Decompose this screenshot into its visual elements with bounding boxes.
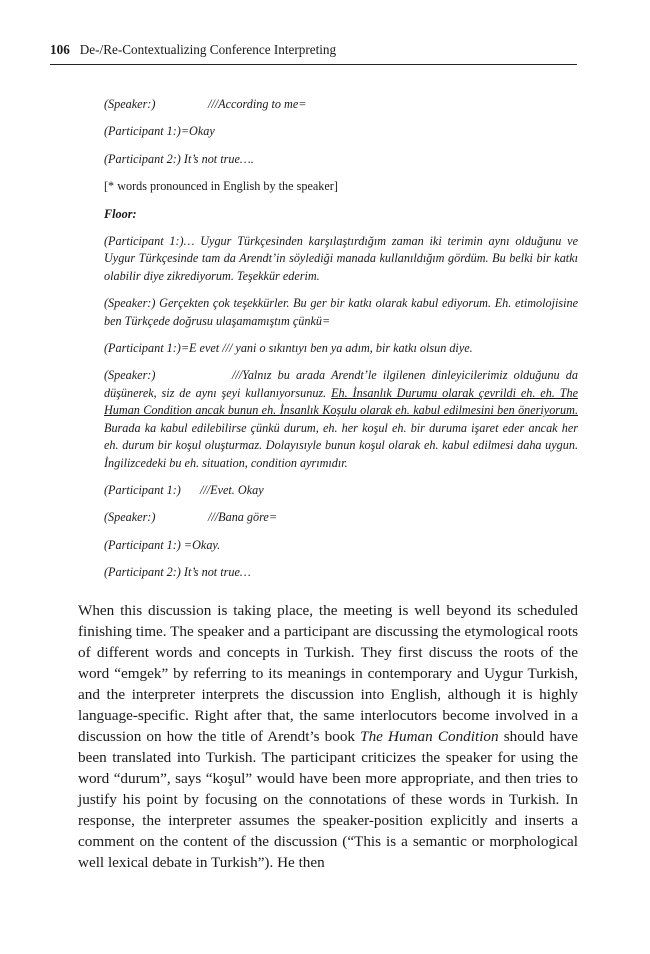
- transcript-turn: (Participant 2:) It’s not true….: [104, 151, 254, 166]
- running-title: De-/Re-Contextualizing Conference Interpreting: [79, 42, 337, 57]
- transcript-turn: (Speaker:) Gerçekten çok teşekkürler. Bu ger bir katkı olarak kabul ediyorum. Eh. etimolojisine ben Türkçede doğrusu ulaşamamıştım çünkü=: [104, 296, 578, 328]
- turn-text: ///Yalnız bu arada Arendt’le ilgilenen dinleyicilerimiz olduğunu da düşünerek, siz de aynı şeyi kullanıyorsunuz.: [104, 368, 578, 400]
- body-paragraph: [78, 600, 578, 873]
- transcript-turn: (Participant 1:)=E evet /// yani o sıkıntıyı ben ya adım, bir katkı olsun diye.: [104, 341, 473, 356]
- transcript-turn: [104, 367, 578, 471]
- transcript-turn: [104, 509, 578, 526]
- paragraph-text-part: should have been translated into Turkish. The participant criticizes the speaker for using the word “durum”, says “koşul” would have been more appropriate, and then tries to justify his point by focusing on the connotations of these words in Turkish. In response, the interpreter assumes the speaker-position explicitly and inserts a comment on the content of the discussion (“This is a semantic or morphological well lexical debate in Turkish”). He then: [78, 728, 578, 871]
- paragraph-text: [78, 600, 578, 873]
- floor-label: Floor:: [104, 206, 137, 221]
- book-title: The Human Condition: [360, 728, 499, 745]
- transcript-turn: [104, 96, 578, 113]
- transcript-excerpt: [104, 96, 578, 582]
- transcript-turn: (Participant 2:) It’s not true…: [104, 565, 251, 580]
- transcript-turn: (Participant 1:) =Okay.: [104, 537, 221, 552]
- page-number: 106: [50, 42, 70, 57]
- turn-text: ///Evet. Okay: [200, 482, 264, 497]
- running-header: [50, 42, 577, 65]
- turn-text: ///Bana göre=: [208, 510, 278, 525]
- paragraph-text-part: When this discussion is taking place, the meeting is well beyond its scheduled finishing time. The speaker and a participant are discussing the etymological roots of different words and concepts in Turkish. They first discuss the roots of the word “emgek” by referring to its meanings in contemporary and Uygur Turkish, and the interpreter interprets the discussion into English, although it is highly language-specific. Right after that, the same interlocutors become involved in a discussion on how the title of Arendt’s book: [78, 602, 578, 745]
- underlined-proposal: Eh. İnsanlık Durumu olarak çevrildi eh. eh. The Human Condition ancak bunun eh. İnsanlık Koşulu olarak eh. kabul edilmesini ben öneriyorum.: [104, 385, 578, 418]
- turn-text: ///According to me=: [208, 97, 307, 111]
- transcript-note: [* words pronounced in English by the speaker]: [104, 179, 338, 194]
- turn-text-continued: Burada ka kabul edilebilirse çünkü durum, eh. her koşul eh. bir duruma işaret eder ancak her eh. durum bir koşul oluşturmaz. Dolayısıyle bunun koşul olarak eh. kabul edilmesi daha uygun. İngilizcedeki bu eh. situation, condition ayrımıdır.: [104, 420, 578, 470]
- transcript-turn: (Participant 1:)=Okay: [104, 124, 215, 139]
- turn-speaker: (Speaker:): [104, 510, 156, 525]
- turn-speaker: (Participant 1:): [104, 482, 181, 497]
- transcript-turn: (Participant 1:)… Uygur Türkçesinden karşılaştırdığım zaman iki terimin aynı olduğunu ve Uygur Türkçesinde tam da Arendt’in söylediği manada kullanıldığım gördüm. Bu belki bir katkı olabilir diye zikrediyorum. Teşekkür ederim.: [104, 234, 578, 283]
- turn-speaker: (Speaker:): [104, 368, 156, 383]
- transcript-turn: [104, 482, 578, 499]
- turn-speaker: (Speaker:): [104, 97, 156, 111]
